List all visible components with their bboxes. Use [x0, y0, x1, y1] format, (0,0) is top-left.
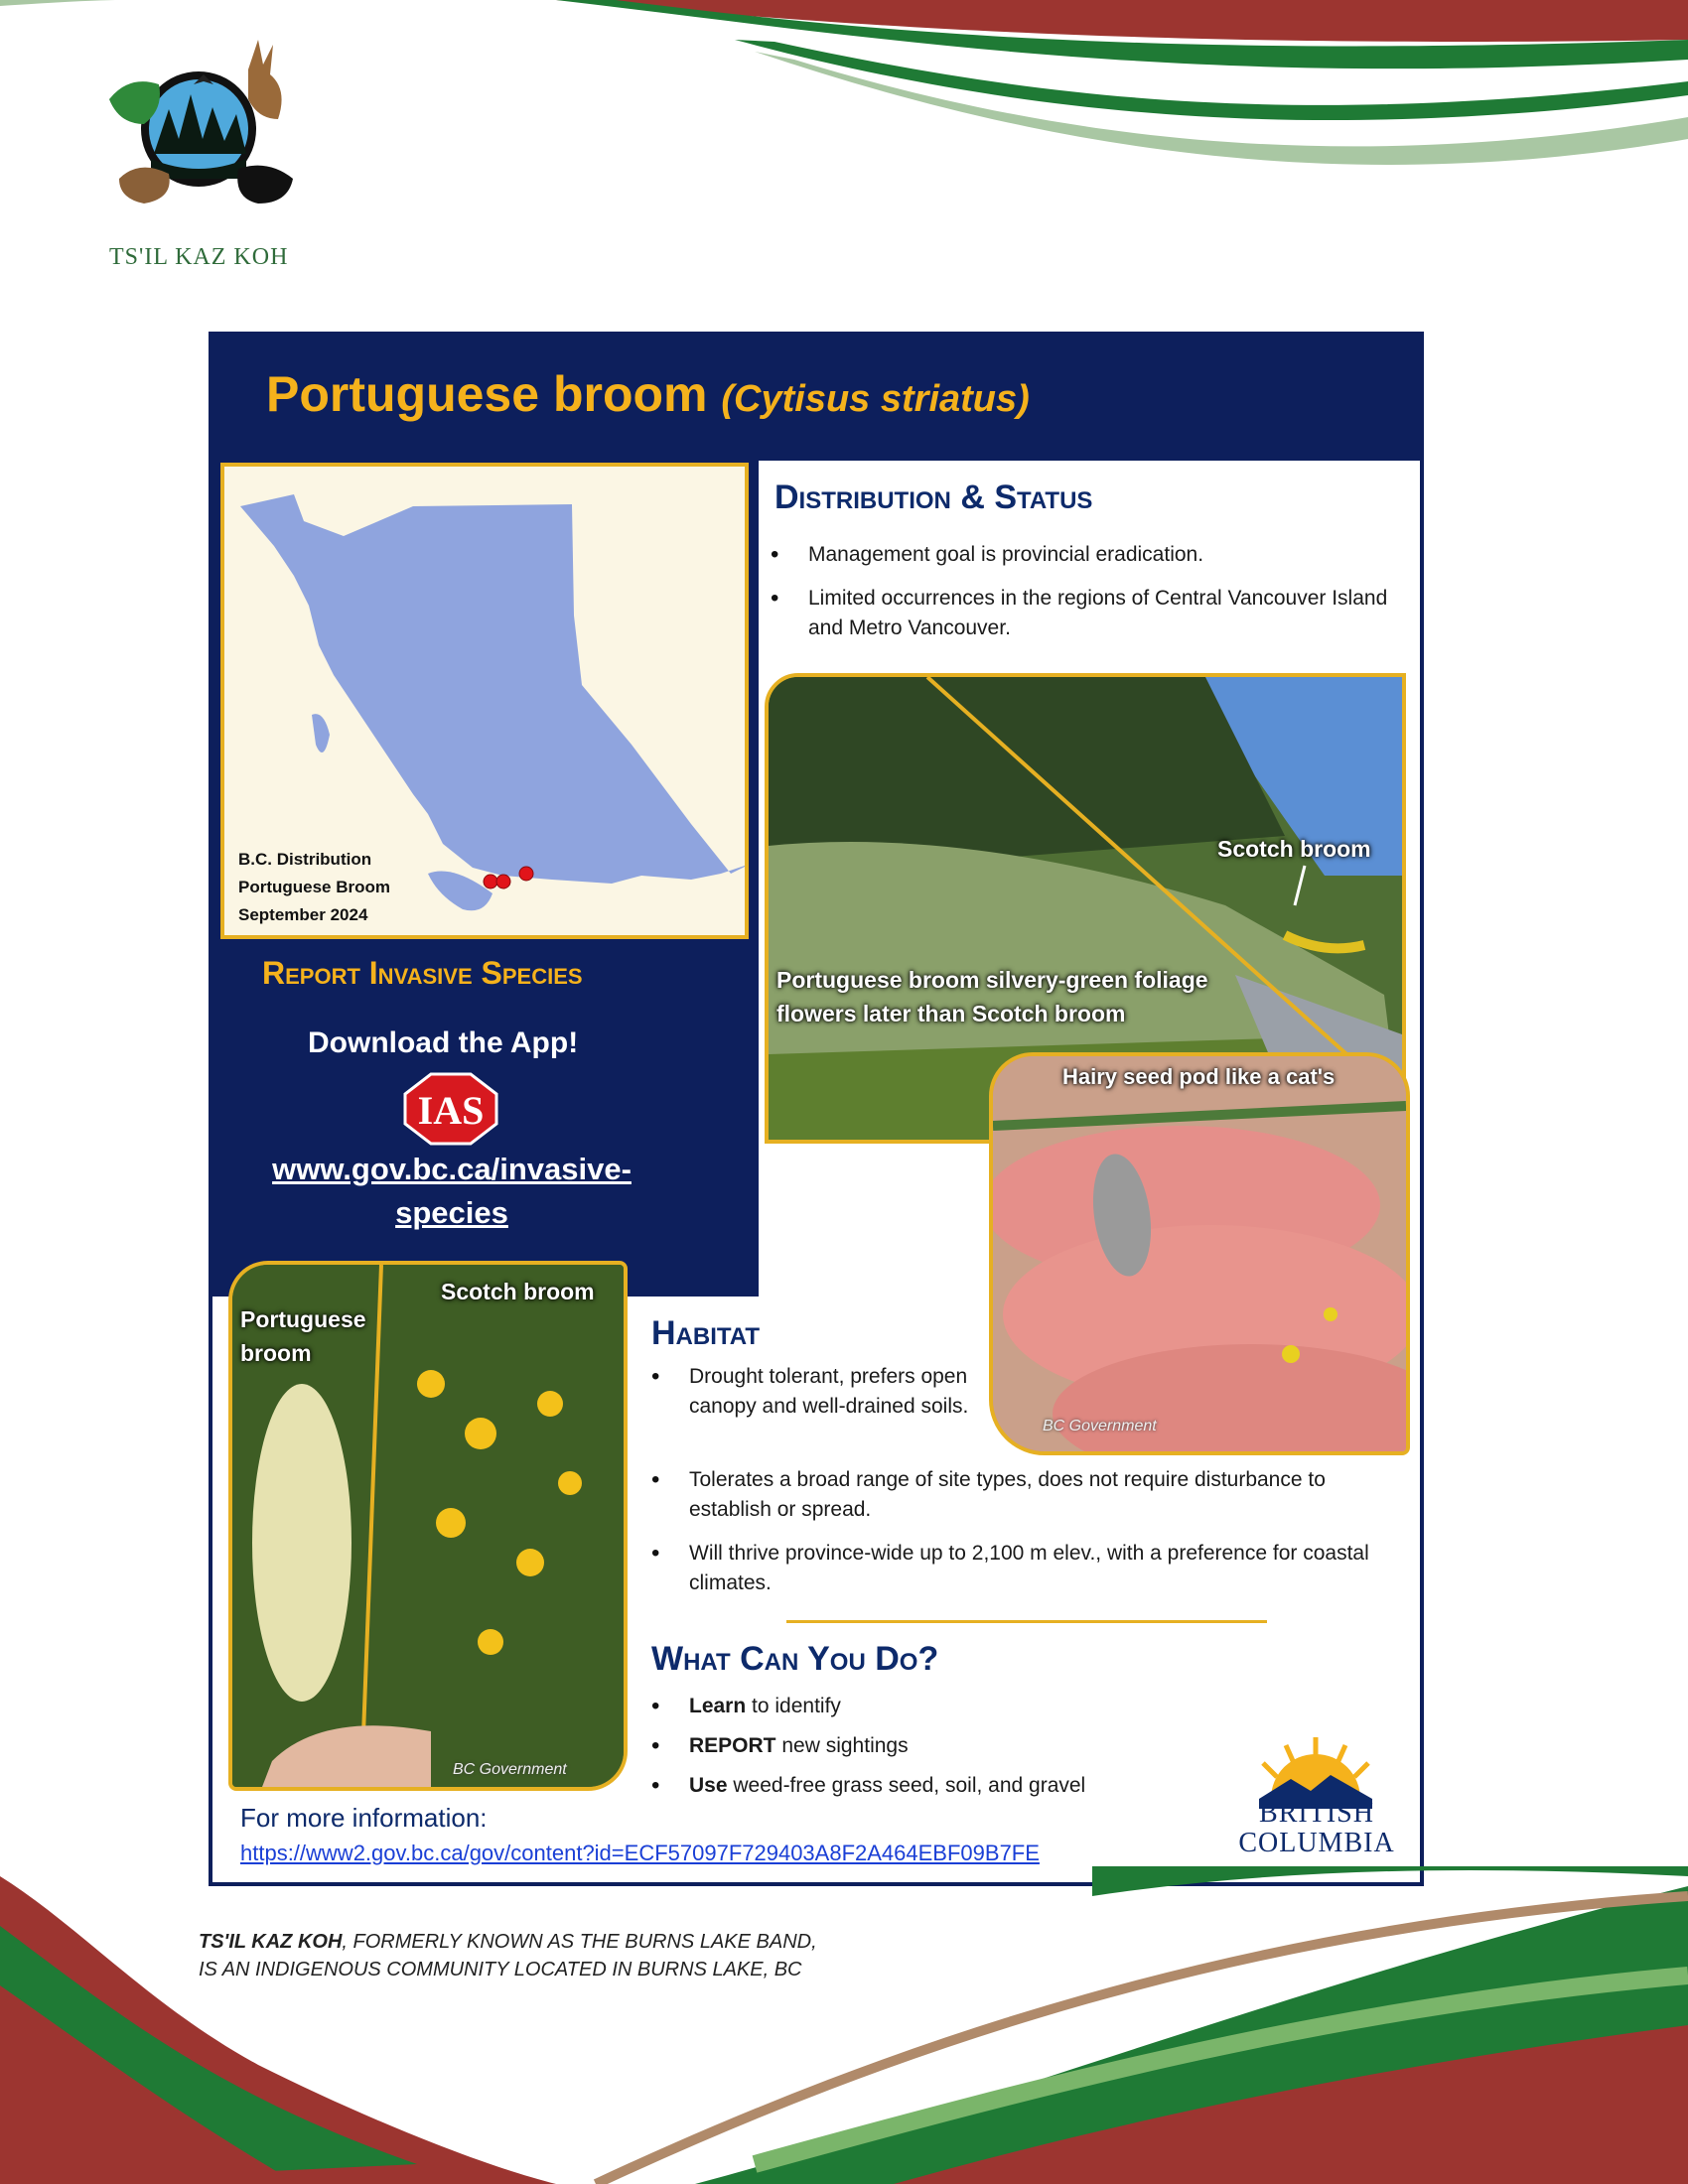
action-keyword: Learn: [689, 1695, 747, 1717]
what-can-you-do-heading: What Can You Do?: [651, 1640, 939, 1678]
habitat-list-continued: [651, 1465, 1406, 1612]
footer-text: [199, 1928, 817, 1983]
seed-pod-label: Hairy seed pod like a cat's: [1062, 1064, 1336, 1089]
portuguese-broom-label: Portuguese broom silvery-green foliage flowers later than Scotch broom: [776, 967, 1208, 1026]
habitat-heading: Habitat: [651, 1314, 760, 1352]
footer-line2: IS AN INDIGENOUS COMMUNITY LOCATED IN BURNS LAKE, BC: [199, 1959, 802, 1980]
section-divider: [786, 1620, 1267, 1623]
action-text: to identify: [746, 1695, 841, 1717]
action-keyword: REPORT: [689, 1734, 776, 1757]
list-item: • Limited occurrences in the regions of Central Vancouver Island and Metro Vancouver.: [771, 584, 1396, 643]
portuguese-broom-photo-label: Portuguese broom: [240, 1306, 366, 1366]
map-caption-line3: September 2024: [238, 905, 368, 924]
page-title: [266, 365, 1030, 423]
more-info-link[interactable]: https://www2.gov.bc.ca/gov/content?id=ECF57097F729403A8F2A464EBF09B7FE: [240, 1841, 1040, 1865]
map-caption-line1: B.C. Distribution: [238, 850, 372, 869]
habitat-list: [651, 1362, 979, 1435]
action-text: new sightings: [775, 1734, 909, 1757]
bc-line2: COLUMBIA: [1238, 1828, 1395, 1858]
ias-icon-text: IAS: [417, 1088, 485, 1133]
list-item: • Drought tolerant, prefers open canopy and well-drained soils.: [651, 1362, 979, 1422]
map-caption: [238, 846, 390, 929]
ias-app-icon[interactable]: [403, 1072, 498, 1146]
list-item: • Management goal is provincial eradication.: [771, 540, 1396, 570]
more-info-label: For more information:: [240, 1803, 488, 1833]
broom-comparison-photo: [228, 1261, 628, 1791]
title-scientific-name: (Cytisus striatus): [721, 378, 1030, 420]
british-columbia-wordmark: [1217, 1799, 1416, 1858]
report-title: Report Invasive Species: [262, 955, 583, 991]
invasive-species-link[interactable]: www.gov.bc.ca/invasive-species: [272, 1152, 632, 1230]
bottom-wave-decoration: [0, 1866, 1688, 2184]
action-keyword: Use: [689, 1774, 728, 1797]
map-caption-line2: Portuguese Broom: [238, 878, 391, 896]
bc-line1: BRITISH: [1259, 1798, 1374, 1829]
scotch-broom-label: Scotch broom: [1217, 836, 1371, 862]
scotch-broom-photo-label: Scotch broom: [441, 1279, 595, 1304]
list-item: [651, 1771, 1287, 1801]
distribution-list: [771, 540, 1396, 657]
title-common-name: Portuguese broom: [266, 366, 708, 422]
tsil-kaz-koh-logo: [99, 30, 298, 228]
seed-pod-photo-art: [993, 1056, 1406, 1451]
list-item: [651, 1731, 1287, 1761]
distribution-heading: Distribution & Status: [774, 478, 1093, 516]
footer-org-name: TS'IL KAZ KOH: [199, 1931, 343, 1953]
list-item: [651, 1692, 1287, 1721]
list-item: • Tolerates a broad range of site types, does not require disturbance to establish or spread.: [651, 1465, 1406, 1525]
download-app-label: Download the App!: [308, 1026, 579, 1059]
seed-pod-photo: [989, 1052, 1410, 1455]
action-text: weed-free grass seed, soil, and gravel: [727, 1774, 1086, 1797]
broom-photo-credit: BC Government: [453, 1761, 567, 1778]
footer-line1: , FORMERLY KNOWN AS THE BURNS LAKE BAND,: [342, 1931, 817, 1953]
what-can-you-do-list: [651, 1692, 1287, 1811]
list-item: • Will thrive province-wide up to 2,100 m elev., with a preference for coastal climates.: [651, 1539, 1406, 1598]
seed-pod-credit: BC Government: [1043, 1418, 1157, 1434]
org-name: TS'IL KAZ KOH: [109, 244, 289, 270]
